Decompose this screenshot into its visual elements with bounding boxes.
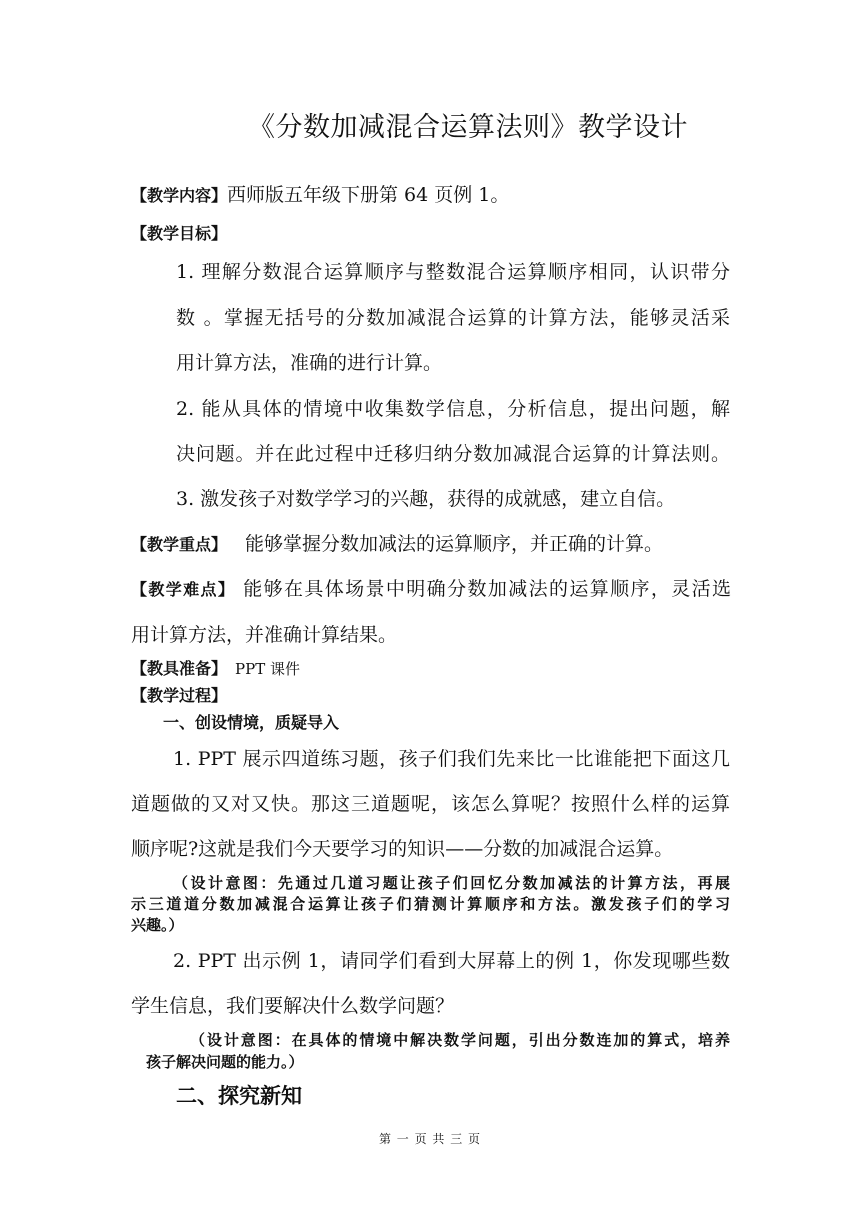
difficulty-text-line-2: 用计算方法，并准确计算结果。 xyxy=(131,624,398,646)
design-note-2-line-1: （设计意图：在具体的情境中解决数学问题，引出分数连加的算式，培养 xyxy=(190,1031,730,1049)
design-note-1-line-3: 兴趣。） xyxy=(131,916,184,934)
document-title: 《分数加减混合运算法则》教学设计 xyxy=(248,112,688,143)
content-label: 【教学内容】 xyxy=(131,186,228,205)
content-row xyxy=(131,186,509,205)
focus-label: 【教学重点】 xyxy=(131,535,228,554)
design-note-1-line-1: （设计意图：先通过几道习题让孩子们回忆分数加减法的计算方法，再展 xyxy=(173,874,730,892)
page-footer: 第 一 页 共 三 页 xyxy=(378,1132,482,1146)
design-note-1-line-2: 示三道道分数加减混合运算让孩子们猜测计算顺序和方法。激发孩子们的学习 xyxy=(131,895,730,913)
process-2-line-2: 学生信息，我们要解决什么数学问题？ xyxy=(131,995,455,1017)
tools-text: PPT 课件 xyxy=(235,660,300,678)
goal-1-line-1: 1. 理解分数混合运算顺序与整数混合运算顺序相同，认识带分 xyxy=(176,261,730,283)
process-label: 【教学过程】 xyxy=(131,686,228,705)
goal-1-line-3: 用计算方法，准确的进行计算。 xyxy=(176,352,443,374)
difficulty-row xyxy=(131,580,731,599)
goal-2-line-2: 决问题。并在此过程中迁移归纳分数加减混合运算的计算法则。 xyxy=(176,443,730,465)
goal-3: 3. 激发孩子对数学学习的兴趣，获得的成就感，建立自信。 xyxy=(176,488,676,510)
section-1-heading: 一、创设情境，质疑导入 xyxy=(163,713,340,732)
difficulty-label: 【教学难点】 xyxy=(131,580,236,599)
process-2-line-1: 2. PPT 出示例 1，请同学们看到大屏幕上的例 1，你发现哪些数 xyxy=(173,950,730,972)
tools-label: 【教具准备】 xyxy=(131,659,228,678)
difficulty-text-line-1: 能够在具体场景中明确分数加减法的运算顺序，灵活选 xyxy=(243,578,731,600)
focus-text: 能够掌握分数加减法的运算顺序，并正确的计算。 xyxy=(245,533,664,555)
goal-1-line-2: 数 。掌握无括号的分数加减混合运算的计算方法，能够灵活采 xyxy=(176,307,730,329)
design-note-2-line-2: 孩子解决问题的能力。） xyxy=(146,1053,304,1071)
process-1-line-2: 道题做的又对又快。那这三道题呢，该怎么算呢？按照什么样的运算 xyxy=(131,793,730,815)
focus-row xyxy=(131,535,663,554)
goal-2-line-1: 2. 能从具体的情境中收集数学信息，分析信息，提出问题，解 xyxy=(176,398,730,420)
process-1-line-1: 1. PPT 展示四道练习题，孩子们我们先来比一比谁能把下面这几 xyxy=(173,748,730,770)
process-1-line-3: 顺序呢?这就是我们今天要学习的知识——分数的加减混合运算。 xyxy=(131,838,674,860)
section-2-heading: 二、探究新知 xyxy=(176,1084,302,1108)
content-text: 西师版五年级下册第 64 页例 1。 xyxy=(227,184,510,206)
tools-row xyxy=(131,661,300,677)
goals-label: 【教学目标】 xyxy=(131,224,228,243)
